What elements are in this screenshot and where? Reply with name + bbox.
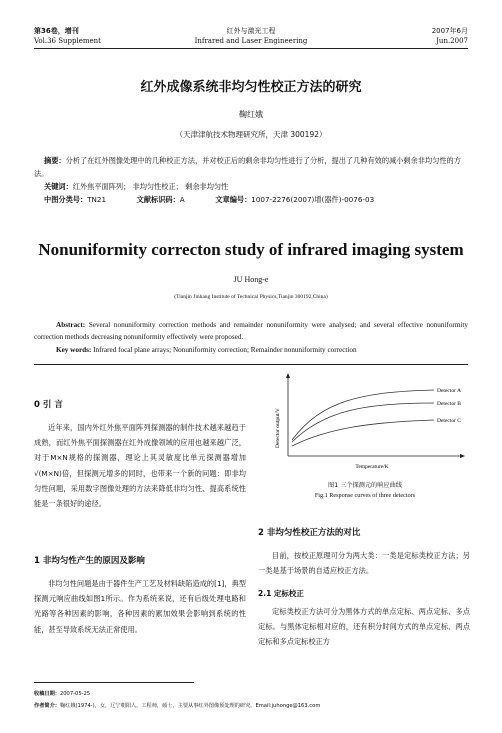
section-2-body: 目前，按校正原理可分为两大类：一类是定标类校正方法；另一类是基于场景的自适应校正方法。	[258, 551, 470, 576]
section-2-1-title: 2.1 定标校正	[258, 589, 304, 598]
abstract-cn-label: 摘要：	[44, 156, 66, 165]
author-en: JU Hong-e	[233, 275, 269, 284]
footnote	[34, 688, 468, 712]
figure-caption-cn: 图1 三个探测元的响应曲线	[328, 482, 402, 489]
section-0-body: 近年来，国内外红外焦平面阵列探测器的制作技术越来越趋于成熟，而红外焦平面探测器在红外成像领域的应用也越来越广泛，对于M×N规格的探测器，理论上其灵敏度比单元探测器增加√(M×N)倍，但探测元增多的同时，也带来一个新的问题：即非均匀性问题，采用数字图像处理的方法来降低非均匀性、提高系统性能是一条很好的途径。	[34, 423, 246, 509]
keywords-cn-text: 红外焦平面阵列； 非均匀性校正； 剩余非均匀性	[72, 182, 229, 191]
keywords-cn-label: 关键词：	[44, 182, 73, 191]
header-journal-cn: 红外与激光工程	[226, 27, 276, 35]
clc-value: TN21	[87, 195, 107, 204]
affiliation-cn: （天津津航技术物理研究所，天津 300192）	[175, 130, 327, 139]
curve-detector-b	[292, 403, 434, 442]
legend-detector-b: Detector B	[437, 401, 461, 407]
author-bio-label: 作者简介：	[34, 703, 60, 709]
section-2-1-body: 定标类校正方法可分为黑体方式的单点定标、两点定标、多点定标。与黑体定标相对应的，还有积分时间方式的单点定标、两点定标和多点定标校正方	[258, 607, 470, 647]
curve-detector-a	[292, 390, 434, 440]
header-rule	[34, 48, 468, 49]
abstract-rule	[34, 364, 468, 365]
figure-ylabel: Detector output/V	[275, 408, 281, 448]
keywords-en-text: Infrared focal plane arrays; Nonuniformity correction; Remainder nonuniformity correction	[93, 346, 357, 354]
header-volume-cn: 第36卷，增刊	[34, 27, 79, 35]
abstract-en-label: Abstract:	[56, 321, 86, 329]
header-date-cn: 2007年6月	[431, 27, 468, 35]
header-journal-en: Infrared and Laser Engineering	[194, 37, 308, 45]
affiliation-en: (Tianjin Jinhang Institute of Technical Physics,Tianjin 300192,China)	[174, 294, 328, 300]
article-number-value: 1007-2276(2007)增(器件)-0076-03	[251, 195, 375, 204]
abstract-en	[34, 320, 468, 343]
legend-detector-a: Detector A	[437, 388, 461, 394]
section-0-title: 0 引 言	[34, 400, 63, 410]
title-en: Nonuniformity correcton study of infrared imaging system	[38, 240, 464, 259]
section-1-title: 1 非均匀性产生的原因及影响	[34, 556, 145, 566]
legend-detector-c: Detector C	[437, 418, 461, 424]
abstract-cn	[34, 154, 468, 206]
keywords-en	[56, 346, 468, 354]
header-date-en: Jun.2007	[436, 37, 468, 45]
received-value: 2007-05-25	[59, 691, 91, 697]
received-label: 收稿日期：	[34, 691, 60, 697]
figure-xlabel: Temperature/K	[355, 464, 389, 470]
y-axis-arrow	[286, 373, 290, 378]
keywords-en-label: Key words:	[56, 346, 92, 354]
section-1-body: 非均匀性问题是由于器件生产工艺及材料缺陷造成的[1]，典型探测元响应曲线如图1所示。作为系统来说，还有后级处理电路和光路等各种因素的影响，各种因素的累加效果会影响到系统的性能，甚至导致系统无法正常使用。	[34, 579, 246, 634]
clc-label: 中图分类号：	[44, 195, 88, 204]
abstract-en-text: Several nonuniformity correction methods and remainder nonuniformity were analysed; and several effective nonuniformity correction methods decreasing nonuniformity effectively were proposed.	[34, 321, 468, 341]
author-bio-value: 鞠红娥(1974-)，女，辽宁朝阳人，工程师，硕士，主要从事红外图像预处理的研究。Email:juhonge@163.com	[59, 703, 321, 709]
x-axis-arrow	[460, 454, 465, 458]
footnote-rule	[34, 682, 194, 683]
article-number-label: 文章编号：	[215, 195, 252, 204]
author-cn: 鞠红娥	[239, 110, 263, 119]
title-cn: 红外成像系统非均匀性校正方法的研究	[140, 80, 362, 95]
response-curves-figure	[262, 370, 468, 478]
doc-code-value: A	[179, 195, 185, 204]
figure-caption-en: Fig.1 Response curves of three detectors	[314, 492, 416, 499]
header-volume-en: Vol.36 Supplement	[34, 37, 101, 45]
doc-code-label: 文献标识码：	[136, 195, 180, 204]
section-2-title: 2 非均匀性校正方法的对比	[258, 528, 361, 538]
curve-detector-c	[292, 420, 434, 446]
abstract-cn-text: 分析了在红外图像处理中的几种校正方法，并对校正后的剩余非均匀性进行了分析，提出了几种有效的减小剩余非均匀性的方法。	[34, 156, 461, 178]
